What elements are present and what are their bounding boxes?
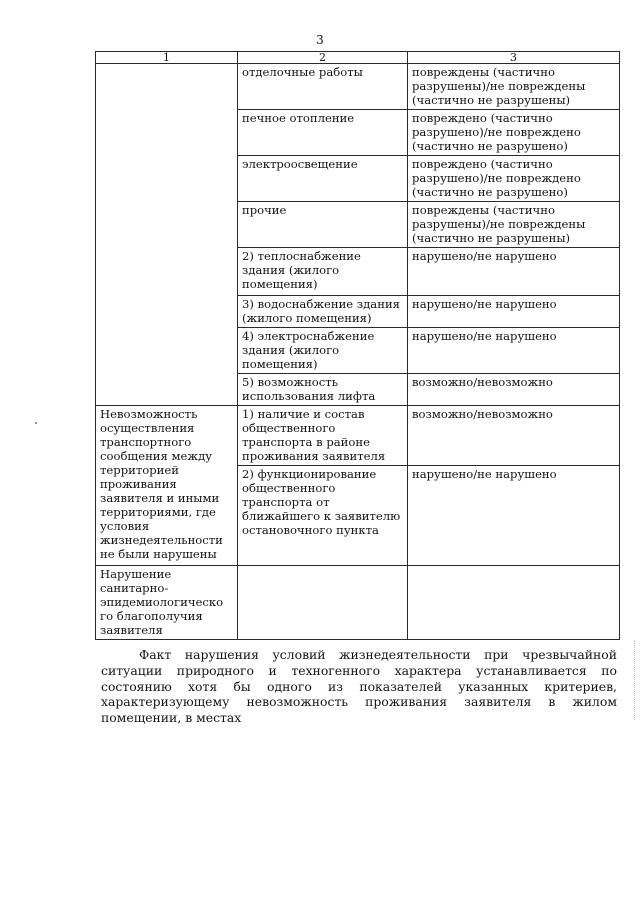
table-row xyxy=(96,406,620,466)
body-paragraph: Факт нарушения условий жизнедеятельности при чрезвычайной ситуации природного и техногенного характера устанавливается по состоянию хотя бы одного из показателей указанных критериев, характеризующему невозможность проживания заявителя в жилом помещении, в местах xyxy=(101,647,617,725)
value-cell: возможно/невозможно xyxy=(408,374,620,406)
table-row xyxy=(96,566,620,640)
indicator-cell: отделочные работы xyxy=(238,64,408,110)
indicator-cell: печное отопление xyxy=(238,110,408,156)
value-cell xyxy=(408,566,620,640)
value-cell: нарушено/не нарушено xyxy=(408,296,620,328)
indicator-cell: 2) теплоснабжение здания (жилого помещения) xyxy=(238,248,408,296)
value-cell: повреждены (частично разрушены)/не повреждены (частично не разрушены) xyxy=(408,202,620,248)
indicator-cell: 5) возможность использования лифта xyxy=(238,374,408,406)
scan-speck xyxy=(35,422,37,424)
value-cell: нарушено/не нарушено xyxy=(408,248,620,296)
criteria-table xyxy=(95,51,620,640)
value-cell: повреждено (частично разрушено)/не повреждено (частично не разрушено) xyxy=(408,110,620,156)
indicator-cell xyxy=(238,566,408,640)
header-col-2: 2 xyxy=(238,52,408,64)
value-cell: нарушено/не нарушено xyxy=(408,466,620,566)
value-cell: возможно/невозможно xyxy=(408,406,620,466)
indicator-cell: 2) функционирование общественного транспорта от ближайшего к заявителю остановочного пункта xyxy=(238,466,408,566)
indicator-cell: 4) электроснабжение здания (жилого помещения) xyxy=(238,328,408,374)
header-col-3: 3 xyxy=(408,52,620,64)
table-row xyxy=(96,64,620,110)
indicator-cell: 3) водоснабжение здания (жилого помещения) xyxy=(238,296,408,328)
scan-edge-mark xyxy=(634,640,636,720)
indicator-cell: прочие xyxy=(238,202,408,248)
header-col-1: 1 xyxy=(96,52,238,64)
indicator-cell: электроосвещение xyxy=(238,156,408,202)
value-cell: повреждены (частично разрушены)/не повреждены (частично не разрушены) xyxy=(408,64,620,110)
indicator-cell: 1) наличие и состав общественного транспорта в районе проживания заявителя xyxy=(238,406,408,466)
criterion-cell-empty xyxy=(96,64,238,406)
value-cell: нарушено/не нарушено xyxy=(408,328,620,374)
value-cell: повреждено (частично разрушено)/не повреждено (частично не разрушено) xyxy=(408,156,620,202)
table-header-row xyxy=(96,52,620,64)
criterion-cell: Нарушение санитарно- эпидемиологическо го благополучия заявителя xyxy=(96,566,238,640)
page-number: 3 xyxy=(316,33,324,47)
criterion-cell: Невозможность осуществления транспортного сообщения между территорией проживания заявителя и иными территориями, где условия жизнедеятельности не были нарушены xyxy=(96,406,238,566)
